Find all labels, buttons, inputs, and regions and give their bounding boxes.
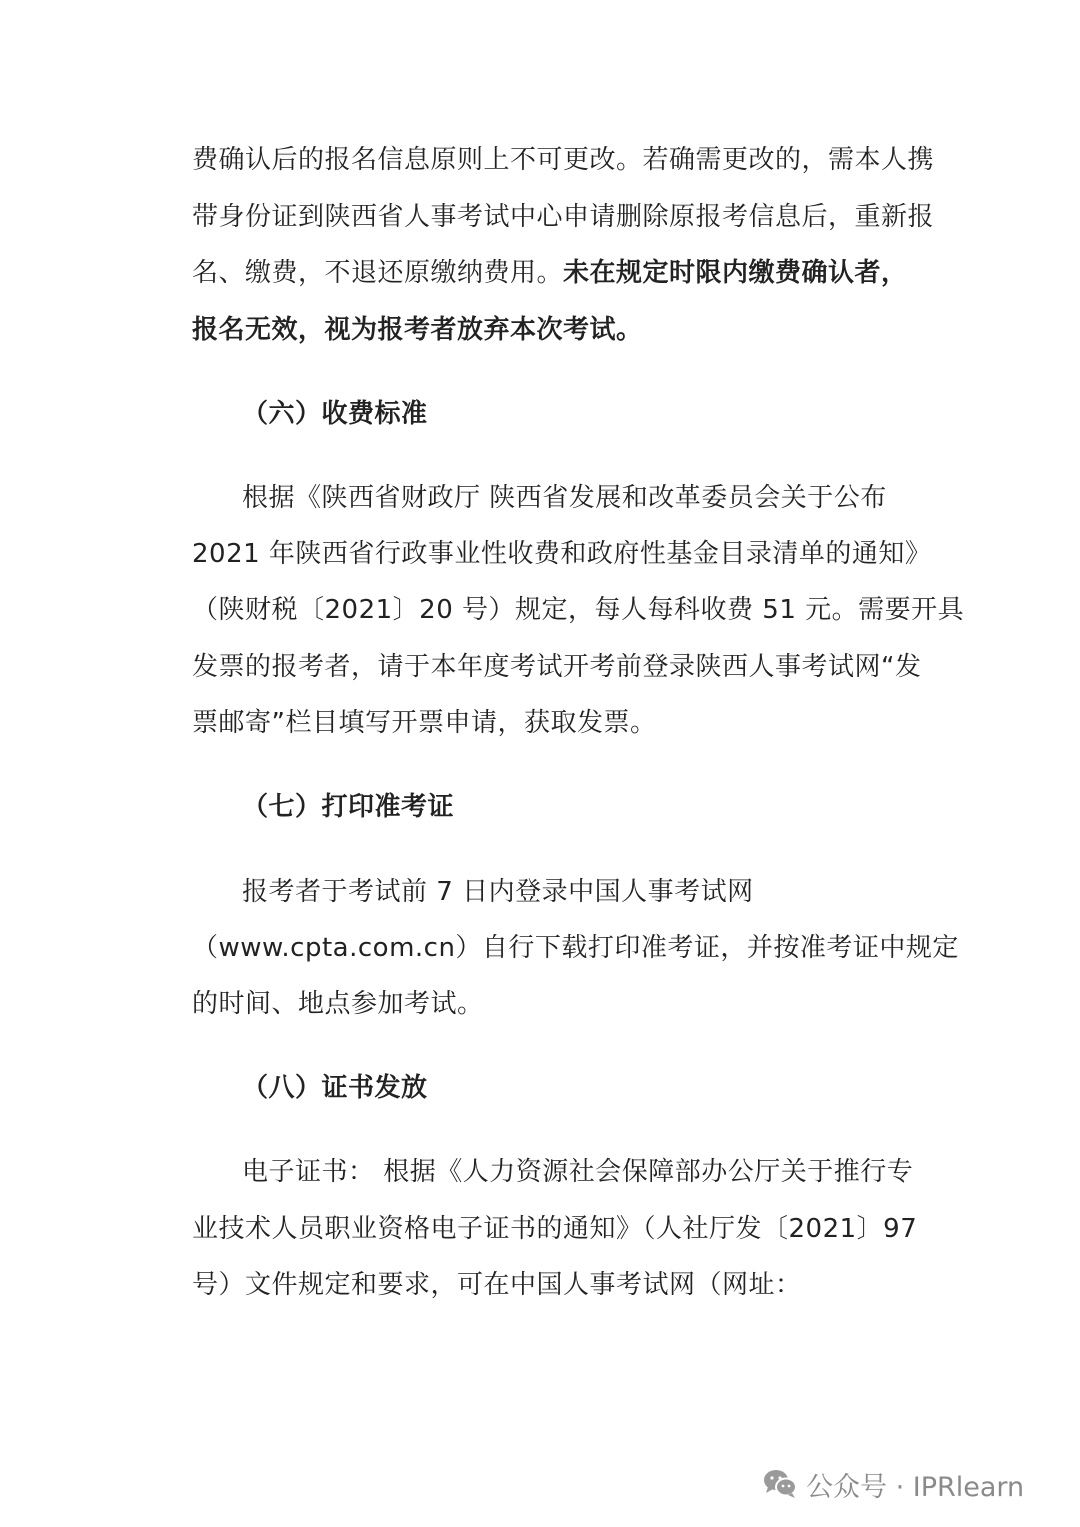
body-text-normal: 名、缴费，不退还原缴纳费用。 — [192, 258, 564, 288]
body-text-line: 报考者于考试前 7 日内登录中国人事考试网 — [242, 877, 754, 907]
section-heading-fee: （六）收费标准 — [242, 399, 428, 429]
section-heading-certificate: （八）证书发放 — [242, 1073, 428, 1103]
body-text-line — [192, 256, 908, 290]
body-text-line: 号）文件规定和要求，可在中国人事考试网（网址： — [192, 1270, 802, 1300]
body-text-bold-line: 报名无效，视为报考者放弃本次考试。 — [192, 315, 643, 345]
watermark — [762, 1462, 1024, 1506]
body-text-line: （www.cpta.com.cn）自行下载打印准考证，并按准考证中规定 — [192, 933, 959, 963]
body-text-line: 2021 年陕西省行政事业性收费和政府性基金目录清单的通知》 — [192, 539, 932, 569]
body-text-line: 根据《陕西省财政厅 陕西省发展和改革委员会关于公布 — [242, 483, 887, 513]
wechat-icon — [762, 1468, 798, 1500]
body-text-line: 带身份证到陕西省人事考试中心申请删除原报考信息后，重新报 — [192, 202, 935, 232]
body-text-line: 电子证书： 根据《人力资源社会保障部办公厅关于推行专 — [242, 1157, 914, 1187]
watermark-text: 公众号 · IPRlearn — [806, 1471, 1025, 1503]
body-text-bold: 未在规定时限内缴费确认者， — [563, 258, 908, 288]
body-text-line: （陕财税〔2021〕20 号）规定，每人每科收费 51 元。需要开具 — [192, 595, 965, 625]
body-text-line: 发票的报考者，请于本年度考试开考前登录陕西人事考试网“发 — [192, 652, 922, 682]
body-text-line: 业技术人员职业资格电子证书的通知》（人社厅发〔2021〕97 — [192, 1214, 918, 1244]
body-text-line: 票邮寄”栏目填写开票申请，获取发票。 — [192, 708, 657, 738]
body-text-line: 费确认后的报名信息原则上不可更改。若确需更改的，需本人携 — [192, 145, 935, 175]
body-text-line: 的时间、地点参加考试。 — [192, 989, 484, 1019]
section-heading-admission: （七）打印准考证 — [242, 792, 455, 822]
